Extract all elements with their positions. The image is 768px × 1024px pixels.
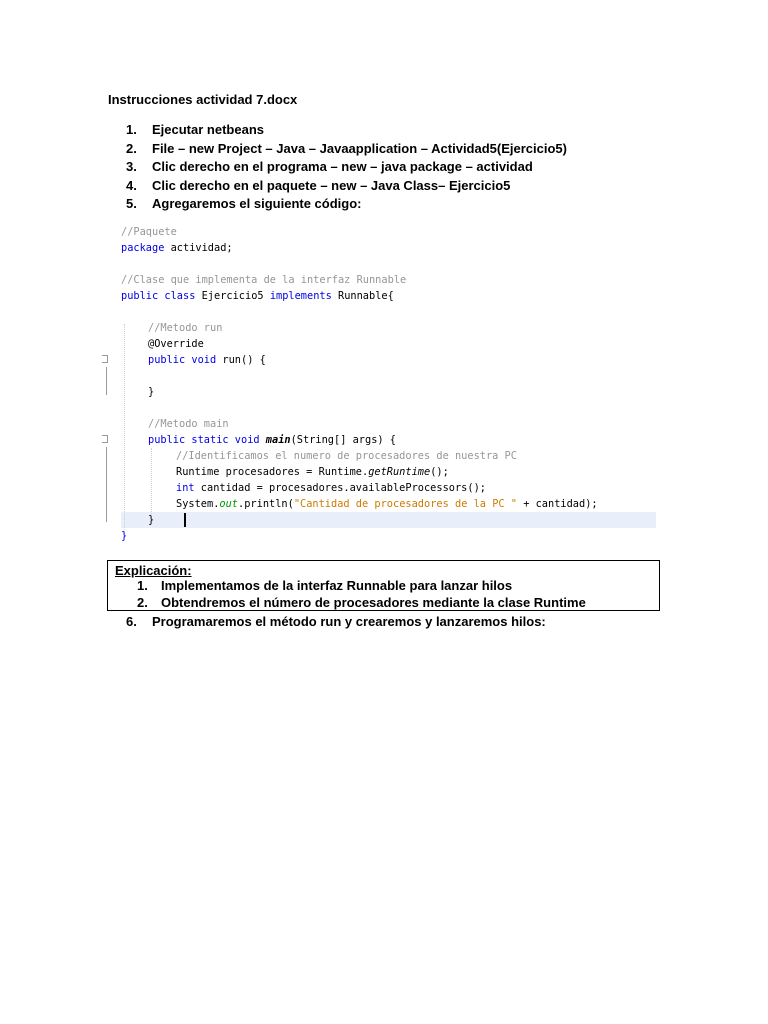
step-text: File – new Project – Java – Javaapplication – Actividad5(Ejercicio5) bbox=[152, 140, 567, 156]
explanation-item bbox=[137, 595, 586, 610]
document-title: Instrucciones actividad 7.docx bbox=[108, 92, 298, 107]
explanation-box bbox=[107, 560, 660, 611]
explanation-item bbox=[137, 578, 512, 593]
explanation-title: Explicación: bbox=[115, 563, 192, 578]
step-item bbox=[126, 177, 567, 196]
code-line: //Identificamos el numero de procesadores de nuestra PC bbox=[176, 450, 517, 462]
step-number: 5. bbox=[126, 196, 137, 211]
fold-marker-icon[interactable] bbox=[102, 435, 108, 443]
code-line: //Metodo main bbox=[148, 418, 229, 430]
step-text: Clic derecho en el paquete – new – Java Class– Ejercicio5 bbox=[152, 177, 511, 193]
code-line: } bbox=[121, 530, 128, 542]
step-number: 6. bbox=[126, 614, 137, 629]
code-line: System.out.println("Cantidad de procesadores de la PC " + cantidad); bbox=[176, 498, 598, 510]
explanation-number: 2. bbox=[137, 595, 148, 610]
fold-marker-icon[interactable] bbox=[102, 355, 108, 363]
fold-bracket bbox=[106, 447, 107, 522]
code-line: @Override bbox=[148, 338, 204, 350]
current-line-highlight bbox=[121, 512, 656, 528]
code-line: } bbox=[148, 514, 155, 526]
step-item bbox=[126, 158, 567, 177]
code-line: //Paquete bbox=[121, 226, 177, 238]
step-number: 2. bbox=[126, 140, 137, 156]
explanation-text: Obtendremos el número de procesadores mediante la clase Runtime bbox=[161, 595, 586, 610]
step-number: 1. bbox=[126, 122, 137, 137]
fold-bracket bbox=[106, 367, 107, 395]
code-line: int cantidad = procesadores.availableProcessors(); bbox=[176, 482, 486, 494]
code-screenshot bbox=[100, 224, 660, 546]
step-text: Ejecutar netbeans bbox=[152, 122, 264, 137]
step-item bbox=[126, 121, 567, 140]
step-text: Clic derecho en el programa – new – java package – actividad bbox=[152, 159, 533, 174]
code-line: //Metodo run bbox=[148, 322, 223, 334]
code-line: //Clase que implementa de la interfaz Runnable bbox=[121, 274, 407, 286]
code-line: public static void main(String[] args) { bbox=[148, 434, 396, 446]
text-cursor bbox=[184, 513, 186, 527]
step-text: Agregaremos el siguiente código: bbox=[152, 196, 362, 211]
code-line: } bbox=[148, 386, 155, 398]
indent-guide bbox=[151, 448, 152, 520]
code-line: Runtime procesadores = Runtime.getRuntime(); bbox=[176, 466, 449, 478]
step-number: 4. bbox=[126, 177, 137, 193]
step-number: 3. bbox=[126, 159, 137, 174]
code-line: public void run() { bbox=[148, 354, 266, 366]
indent-guide bbox=[124, 324, 125, 534]
code-line: package actividad; bbox=[121, 242, 233, 254]
step-item bbox=[126, 140, 567, 159]
step-item bbox=[126, 614, 546, 629]
code-line: public class Ejercicio5 implements Runnable{ bbox=[121, 290, 394, 302]
step-item bbox=[126, 195, 567, 214]
explanation-number: 1. bbox=[137, 578, 148, 593]
instruction-steps bbox=[126, 121, 567, 214]
step-text: Programaremos el método run y crearemos y lanzaremos hilos: bbox=[152, 614, 546, 629]
explanation-text: Implementamos de la interfaz Runnable para lanzar hilos bbox=[161, 578, 513, 593]
